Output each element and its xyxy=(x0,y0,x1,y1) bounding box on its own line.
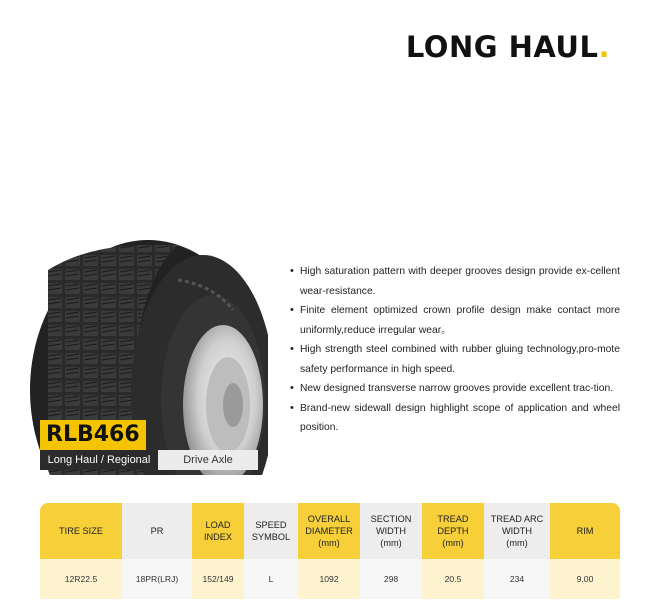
table-row xyxy=(40,559,620,599)
cell-section-width: 298 xyxy=(360,559,422,599)
header-tread-depth: TREAD DEPTH (mm) xyxy=(422,503,484,559)
category-label: Long Haul / Regional xyxy=(40,450,158,470)
spec-table xyxy=(40,503,620,599)
feature-item: • High strength steel combined with rubber gluing technology,pro-mote safety performance in high speed. xyxy=(290,340,620,379)
spec-header-row xyxy=(40,503,620,559)
feature-list xyxy=(290,262,620,438)
cell-tread-depth: 20.5 xyxy=(422,559,484,599)
page-title-text: LONG HAUL xyxy=(405,30,599,64)
header-section-width: SECTION WIDTH (mm) xyxy=(360,503,422,559)
cell-overall-diameter: 1092 xyxy=(298,559,360,599)
header-tire-size: TIRE SIZE xyxy=(40,503,122,559)
feature-item: • Brand-new sidewall design highlight scope of application and wheel position. xyxy=(290,399,620,438)
cell-tread-arc-width: 234 xyxy=(484,559,550,599)
title-dot: . xyxy=(598,30,610,64)
header-rim: RIM xyxy=(550,503,620,559)
feature-item: • New designed transverse narrow grooves provide excellent trac-tion. xyxy=(290,379,620,399)
cell-rim: 9.00 xyxy=(550,559,620,599)
cell-speed-symbol: L xyxy=(244,559,298,599)
header-speed-symbol: SPEED SYMBOL xyxy=(244,503,298,559)
cell-load-index: 152/149 xyxy=(192,559,244,599)
cell-tire-size: 12R22.5 xyxy=(40,559,122,599)
page-title xyxy=(406,30,610,64)
header-overall-diameter: OVERALL DIAMETER (mm) xyxy=(298,503,360,559)
feature-item: • High saturation pattern with deeper grooves design provide ex-cellent wear-resistance. xyxy=(290,262,620,301)
header-tread-arc-width: TREAD ARC WIDTH (mm) xyxy=(484,503,550,559)
feature-item: • Finite element optimized crown profile design make contact more uniformly,reduce irregular wear。 xyxy=(290,301,620,340)
model-badge: RLB466 xyxy=(40,420,146,450)
cell-pr: 18PR(LRJ) xyxy=(122,559,192,599)
header-pr: PR xyxy=(122,503,192,559)
header-load-index: LOAD INDEX xyxy=(192,503,244,559)
axle-label: Drive Axle xyxy=(158,450,258,470)
